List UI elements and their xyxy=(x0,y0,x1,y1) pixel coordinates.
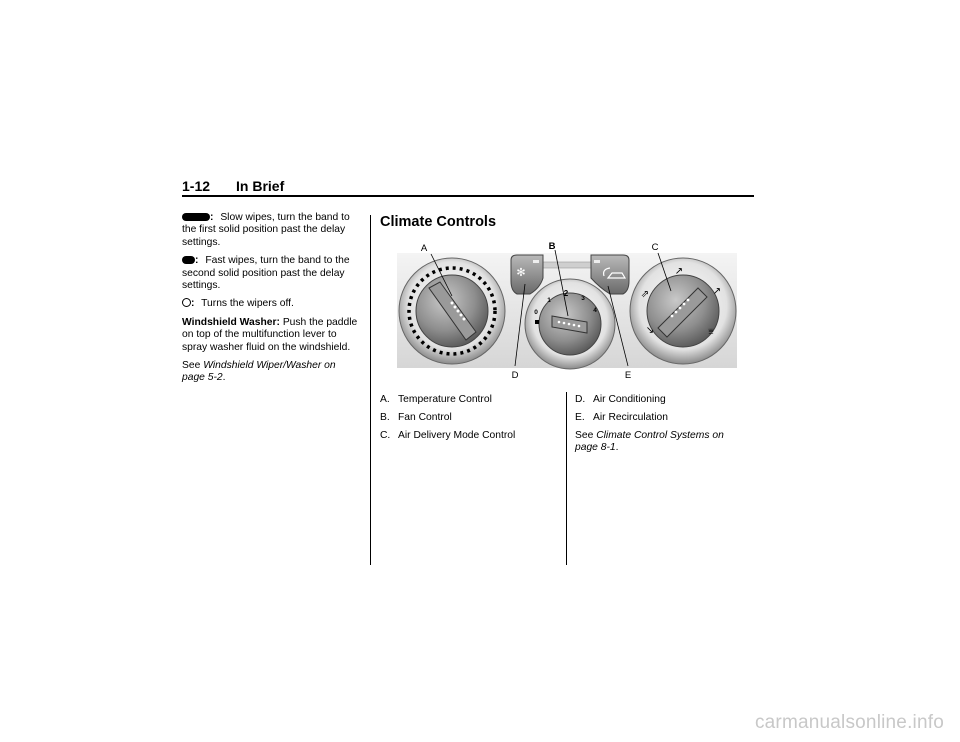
callout-e: E xyxy=(624,370,632,381)
section-title: In Brief xyxy=(236,178,285,194)
bi-level-mode-icon: ⇗ xyxy=(640,289,650,300)
wiper-see-also: See Windshield Wiper/Washer on page 5-2. xyxy=(182,360,336,384)
legend-left xyxy=(380,394,515,447)
page-header xyxy=(182,178,754,196)
legend-item-c: C. Air Delivery Mode Control xyxy=(380,429,516,441)
page-number: 1-12 xyxy=(182,178,211,194)
washer-paragraph: Windshield Washer: Push the paddle on top of the multifunction lever to spray washer fluid on the windshield. xyxy=(182,316,358,353)
slow-wipes-icon xyxy=(182,213,210,221)
climate-see-also: See Climate Control Systems on page 8-1. xyxy=(575,429,724,453)
fan-speed-2: 2 xyxy=(563,289,569,298)
fast-wipes-paragraph: : Fast wipes, turn the band to the second solid position past the delay settings. xyxy=(182,255,350,292)
floor-defrost-mode-icon: ↗ xyxy=(712,286,722,297)
fan-speed-4: 4 xyxy=(593,307,597,314)
legend-item-d: D. Air Conditioning xyxy=(575,394,666,405)
callout-d: D xyxy=(511,370,519,381)
column-divider-right xyxy=(566,392,567,565)
defrost-icon: ⩸ xyxy=(708,327,714,337)
washer-label: Windshield Washer: xyxy=(182,316,280,328)
climate-controls-title: Climate Controls xyxy=(380,214,497,230)
callout-c: C xyxy=(651,242,659,253)
climate-reference-link[interactable]: Climate Control Systems on page 8-1 xyxy=(575,429,724,453)
wiper-instructions xyxy=(182,212,360,391)
snowflake-icon: ✻ xyxy=(516,266,526,279)
vent-mode-icon: ↗ xyxy=(674,266,684,277)
legend-item-a: A. Temperature Control xyxy=(380,394,492,405)
fan-speed-0: 0 xyxy=(534,309,538,316)
temperature-dial[interactable] xyxy=(399,258,505,364)
wiper-reference-link[interactable]: Windshield Wiper/Washer on page 5-2 xyxy=(182,360,336,384)
wipers-off-icon xyxy=(182,298,191,307)
callout-a: A xyxy=(420,243,428,254)
slow-wipes-paragraph: : Slow wipes, turn the band to the first solid position past the delay settings. xyxy=(182,212,350,248)
floor-mode-icon: ↘ xyxy=(645,325,655,336)
legend-item-e: E. Air Recirculation xyxy=(575,411,668,423)
fan-speed-3: 3 xyxy=(581,295,585,302)
watermark: carmanualsonline.info xyxy=(754,712,944,733)
fast-wipes-icon xyxy=(182,256,195,264)
fan-off-marker xyxy=(535,320,539,324)
callout-b: B xyxy=(548,241,556,252)
legend-right xyxy=(575,394,755,454)
header-rule xyxy=(182,195,754,197)
fan-dial[interactable] xyxy=(525,279,615,369)
off-paragraph: : Turns the wipers off. xyxy=(182,298,360,310)
air-delivery-mode-dial[interactable] xyxy=(630,258,736,364)
column-divider-left xyxy=(370,215,371,565)
climate-controls-figure xyxy=(380,236,754,382)
fan-speed-1: 1 xyxy=(547,297,551,304)
legend-item-b: B. Fan Control xyxy=(380,411,452,423)
